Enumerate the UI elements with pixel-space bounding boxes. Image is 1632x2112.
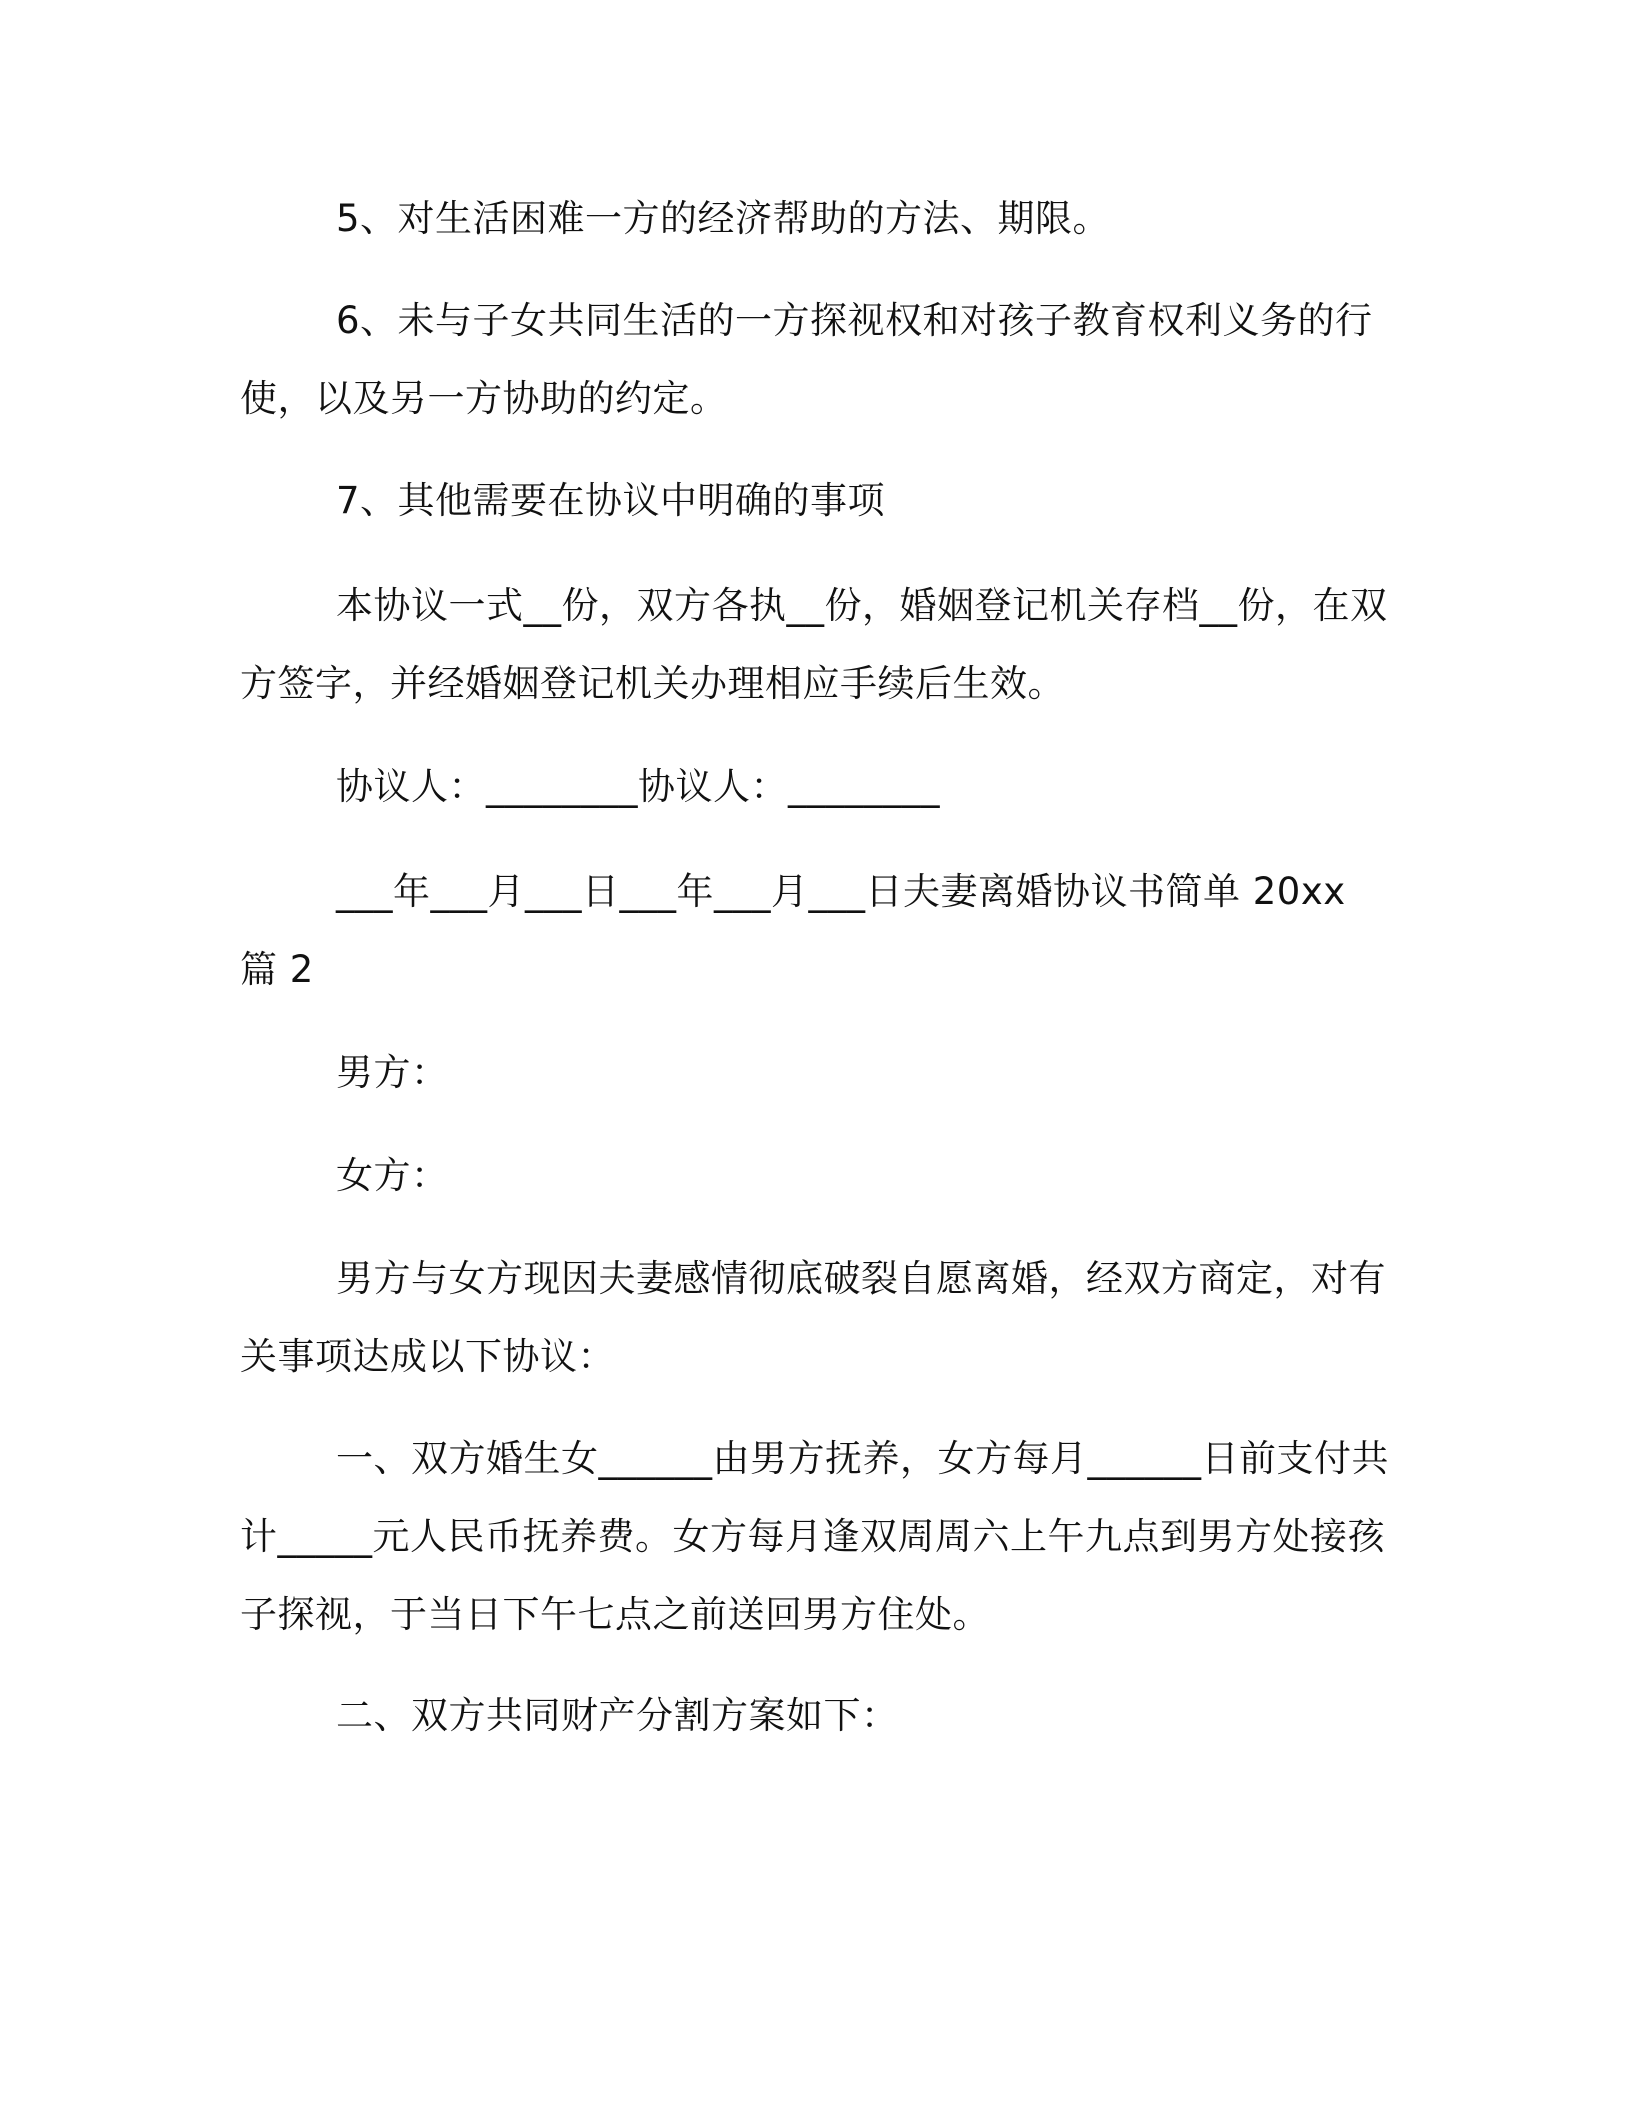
clause-6-paragraph: 6、未与子女共同生活的一方探视权和对孩子教育权利义务的行使，以及另一方协助的约定。: [240, 299, 1373, 420]
property-heading: 二、双方共同财产分割方案如下：: [336, 1694, 899, 1737]
female-party-line: 女方：: [336, 1154, 449, 1197]
copies-paragraph: 本协议一式__份，双方各执__份，婚姻登记机关存档__份，在双方签字，并经婚姻登记机关办理相应手续后生效。: [240, 584, 1388, 705]
signatories-line: 协议人：________协议人：________: [336, 765, 940, 808]
male-party-line: 男方：: [336, 1051, 449, 1094]
clause-5-paragraph: 5、对生活困难一方的经济帮助的方法、期限。: [336, 197, 1111, 240]
intro-paragraph: 男方与女方现因夫妻感情彻底破裂自愿离婚，经双方商定，对有关事项达成以下协议：: [240, 1257, 1386, 1378]
custody-paragraph: 一、双方婚生女______由男方抚养，女方每月______日前支付共计_____元人民币抚养费。女方每月逢双周周六上午九点到男方处接孩子探视，于当日下午七点之前送回男方住处。: [240, 1437, 1389, 1636]
date-title-line: ___年___月___日___年___月___日夫妻离婚协议书简单 20xx 篇 2: [240, 870, 1346, 991]
clause-7-paragraph: 7、其他需要在协议中明确的事项: [336, 479, 886, 522]
